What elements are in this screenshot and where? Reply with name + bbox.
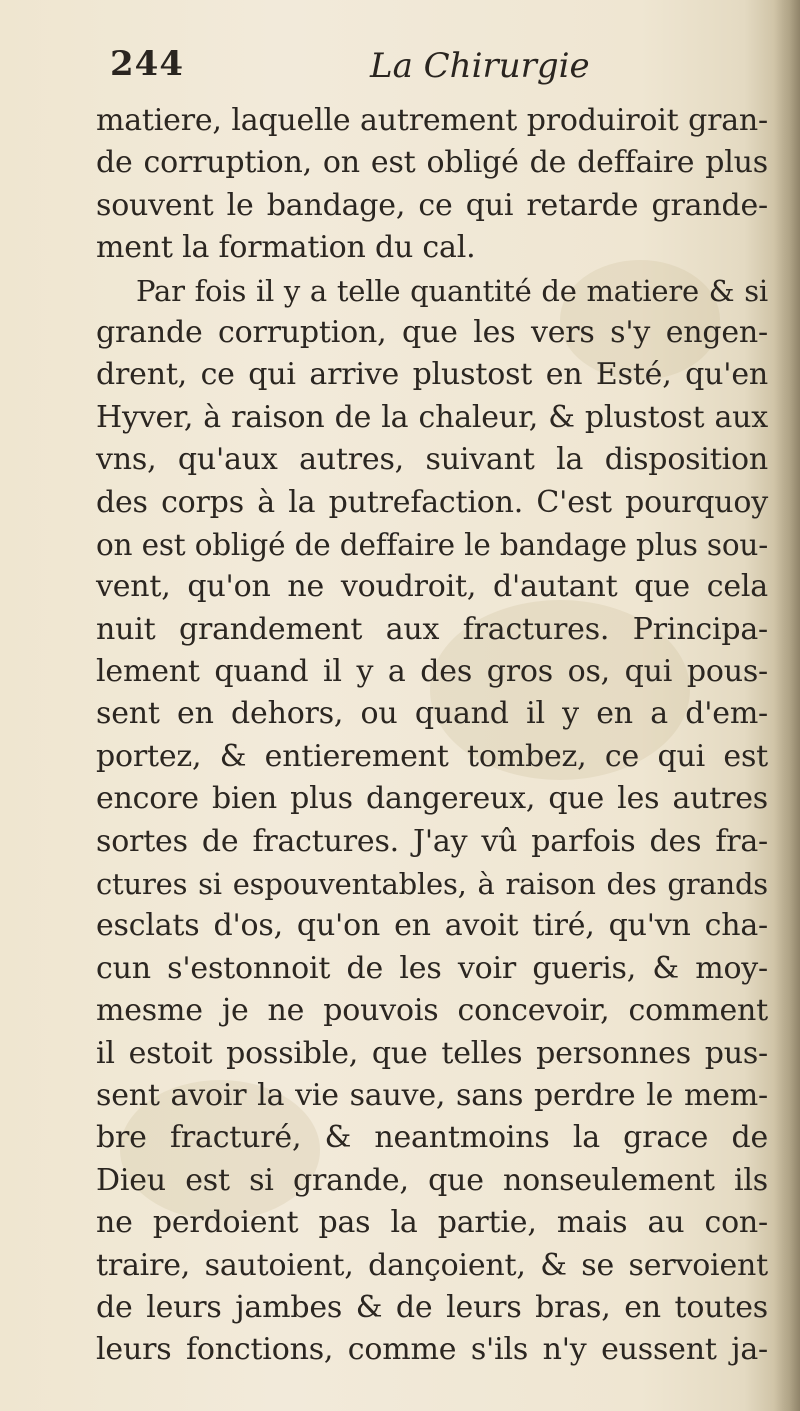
text-line: on est obligé de deffaire le bandage plus sou- [96,527,768,562]
text-line: bre fracturé, & neantmoins la grace de [96,1120,768,1156]
text-line: des corps à la putrefaction. C'est pourquoy [96,484,768,520]
page-header [110,44,670,94]
text-line: drent, ce qui arrive plustost en Esté, qu'en [96,357,768,393]
text-line: ctures si espouventables, à raison des grands [96,867,768,902]
page-edge-shadow [774,0,800,1411]
body-text [96,100,768,1372]
text-line: cun s'estonnoit de les voir gueris, & moy- [96,950,768,986]
text-line: portez, & entierement tombez, ce qui est [96,738,768,774]
page-number: 244 [110,44,184,84]
text-line: il estoit possible, que telles personnes pus- [96,1035,768,1071]
text-line: souvent le bandage, ce qui retarde grande- [96,187,768,223]
text-line: de leurs jambes & de leurs bras, en toutes [96,1289,768,1325]
text-line: sent en dehors, ou quand il y en a d'em- [96,696,768,732]
text-line: traire, sautoient, dançoient, & se servoient [96,1247,768,1283]
running-title: La Chirurgie [370,46,590,86]
text-line: esclats d'os, qu'on en avoit tiré, qu'vn cha- [96,908,768,944]
text-line: vent, qu'on ne voudroit, d'autant que cela [96,569,768,605]
text-line: lement quand il y a des gros os, qui pous- [96,654,768,690]
text-line: vns, qu'aux autres, suivant la disposition [96,442,768,478]
text-line: Hyver, à raison de la chaleur, & plustost aux [96,399,768,435]
text-line: Dieu est si grande, que nonseulement ils [96,1162,768,1198]
text-line: sent avoir la vie sauve, sans perdre le mem- [96,1077,768,1113]
text-line: mesme je ne pouvois concevoir, comment [96,993,768,1029]
text-line: encore bien plus dangereux, que les autres [96,781,768,817]
text-line: sortes de fractures. J'ay vû parfois des fra- [96,823,768,859]
text-line: Par fois il y a telle quantité de matiere & si [136,273,768,308]
text-line: nuit grandement aux fractures. Principa- [96,611,768,647]
text-line: ne perdoient pas la partie, mais au con- [96,1205,768,1241]
text-line: de corruption, on est obligé de deffaire plus [96,145,768,181]
text-line: ment la formation du cal. [96,230,476,266]
text-line: matiere, laquelle autrement produiroit gran- [96,103,768,138]
text-line: leurs fonctions, comme s'ils n'y eussent ja- [96,1332,768,1368]
text-line: grande corruption, que les vers s'y engen- [96,314,768,350]
